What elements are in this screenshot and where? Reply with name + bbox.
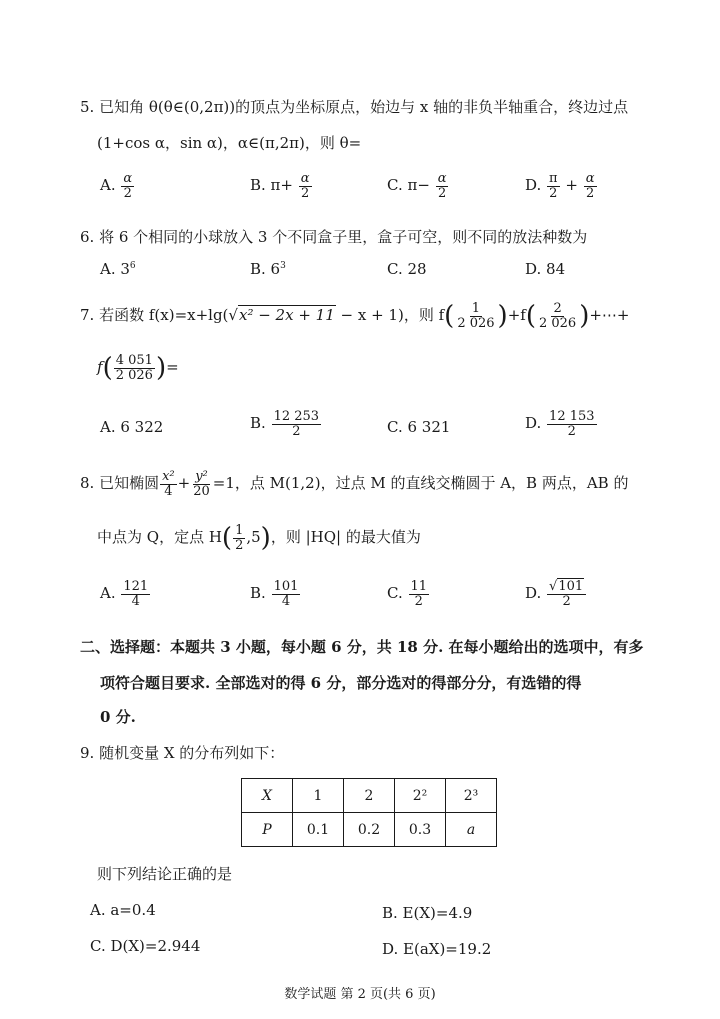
section2-heading-line3: 0 分. [100, 708, 136, 726]
q9-option-d[interactable]: D. E(aX)=19.2 [382, 940, 492, 958]
table-cell: a [446, 813, 497, 847]
q7-radicand: x² − 2x + 11 [238, 306, 335, 325]
q8-c-label: C. [387, 584, 403, 603]
q5-c-fraction: $\frac{\alpha}{2}$ [437, 171, 447, 201]
q5-c-label: C. π− [387, 176, 430, 195]
q6-b-label: B. 6 [250, 260, 281, 278]
table-cell: P [242, 813, 293, 847]
q7-option-c[interactable]: C. 6 321 [387, 418, 451, 436]
q7-d-label: D. [525, 414, 542, 433]
q8-line2-end: ，则 |HQ| 的最大值为 [270, 528, 421, 547]
q8-stem-line2: 中点为 Q，定点 H( $\frac{1}{2}$ ,5)，则 |HQ| 的最大值为 [97, 523, 421, 554]
q8-ellipse-plus: + [177, 474, 191, 493]
q8-c-fraction: $\frac{11}{2}$ [410, 579, 428, 609]
q7-frac-3: $\frac{4 051}{2 026}$ [115, 353, 153, 383]
table-row [242, 813, 497, 847]
q5-d-fraction-2: $\frac{\alpha}{2}$ [585, 171, 595, 201]
table-row [242, 779, 497, 813]
q8-a-fraction: $\frac{121}{4}$ [123, 579, 149, 609]
table-cell: 2² [395, 779, 446, 813]
q8-option-a[interactable] [100, 580, 151, 608]
q6-option-b[interactable] [250, 260, 286, 278]
q6-a-label: A. 3 [100, 260, 130, 278]
q5-d-label: D. [525, 176, 542, 195]
q6-option-a[interactable] [100, 260, 136, 278]
q6-option-c[interactable]: C. 28 [387, 260, 427, 278]
q8-h-rest: ,5 [246, 528, 261, 547]
q8-option-d[interactable] [525, 580, 587, 608]
table-cell: 0.1 [293, 813, 344, 847]
table-cell: 1 [293, 779, 344, 813]
q5-option-d[interactable] [525, 172, 598, 200]
q8-d-label: D. [525, 584, 542, 603]
q8-ellipse-frac-1: $\frac{\text{x²}}{4}$ [162, 469, 175, 499]
q7-f: f [97, 358, 103, 377]
q6-b-exponent: 3 [280, 261, 286, 271]
table-cell: X [242, 779, 293, 813]
q7-eq: = [166, 358, 179, 377]
q7-option-d[interactable] [525, 410, 598, 438]
q7-mid: − x + 1)，则 f [335, 306, 445, 325]
q7-stem-line1: 7. 若函数 f(x)=x+lg(√x² − 2x + 11 − x + 1)，则 f( $\frac{1}{2 026}$ )+f( $\frac{2}{2 026}$ )+⋯+ [80, 301, 630, 332]
q5-d-plus: + [565, 176, 578, 195]
q7-tail: +⋯+ [589, 306, 630, 325]
q6-option-d[interactable]: D. 84 [525, 260, 566, 278]
q8-option-b[interactable] [250, 580, 301, 608]
q8-d-fraction: $\frac{√101}{2}$ [547, 580, 586, 608]
q8-b-label: B. [250, 584, 266, 603]
q8-line2-start: 中点为 Q，定点 H [97, 528, 222, 547]
q8-a-label: A. [100, 584, 116, 603]
q7-frac-2: $\frac{2}{2 026}$ [538, 301, 577, 331]
q7-frac-1: $\frac{1}{2 026}$ [457, 301, 495, 331]
q9-prompt: 则下列结论正确的是 [97, 865, 233, 883]
q8-h-fraction: $\frac{1}{2}$ [235, 523, 244, 553]
q7-sqrt: √x² − 2x + 11 [228, 306, 335, 325]
q5-stem-line1: 5. 已知角 θ(θ∈(0,2π))的顶点为坐标原点，始边与 x 轴的非负半轴重合，终边过点 [80, 98, 629, 116]
q8-stem-line1 [80, 470, 628, 498]
q8-b-fraction: $\frac{101}{4}$ [273, 579, 299, 609]
distribution-table [241, 778, 497, 847]
q7-stem-line2: f( $\frac{4 051}{2 026}$ )= [97, 353, 179, 384]
q8-ellipse-frac-2: $\frac{\text{y²}}{20}$ [193, 469, 210, 499]
q7-d-fraction: $\frac{12 153}{2}$ [549, 409, 595, 439]
q5-d-fraction-1: $\frac{\pi}{2}$ [549, 171, 558, 201]
q8-rest: =1，点 M(1,2)，过点 M 的直线交椭圆于 A，B 两点，AB 的 [212, 474, 629, 493]
q9-option-b[interactable]: B. E(X)=4.9 [382, 904, 473, 922]
q7-plus-f: +f [507, 306, 526, 325]
q5-a-fraction: $\frac{\alpha}{2}$ [123, 171, 133, 201]
table-cell: 0.3 [395, 813, 446, 847]
q7-b-label: B. [250, 414, 266, 433]
section2-heading-line2: 项符合题目要求. 全部选对的得 6 分，部分选对的得部分分，有选错的得 [100, 674, 582, 692]
table-cell: 2 [344, 779, 395, 813]
q5-stem-line2: (1+cos α，sin α)，α∈(π,2π)，则 θ= [97, 134, 362, 152]
q5-b-label: B. π+ [250, 176, 293, 195]
q6-a-exponent: 6 [129, 261, 136, 271]
q7-b-fraction: $\frac{12 253}{2}$ [273, 409, 320, 439]
q5-a-label: A. [100, 176, 116, 195]
q8-option-c[interactable] [387, 580, 430, 608]
page-footer: 数学试题 第 2 页(共 6 页) [284, 987, 436, 1002]
table-cell: 2³ [446, 779, 497, 813]
q6-stem: 6. 将 6 个相同的小球放入 3 个不同盒子里，盒子可空，则不同的放法种数为 [80, 228, 588, 246]
q5-option-b[interactable] [250, 172, 313, 200]
q9-stem: 9. 随机变量 X 的分布列如下： [80, 744, 285, 762]
q5-option-a[interactable] [100, 172, 135, 200]
q5-option-c[interactable] [387, 172, 449, 200]
q9-option-c[interactable]: C. D(X)=2.944 [90, 937, 201, 955]
q9-option-a[interactable]: A. a=0.4 [90, 901, 156, 919]
q7-option-a[interactable]: A. 6 322 [100, 418, 164, 436]
q5-b-fraction: $\frac{\alpha}{2}$ [300, 171, 310, 201]
section2-heading-line1: 二、选择题：本题共 3 小题，每小题 6 分，共 18 分. 在每小题给出的选项中，有多 [80, 638, 644, 656]
q7-prefix: 7. 若函数 f(x)=x+lg( [80, 306, 229, 325]
q7-option-b[interactable] [250, 410, 322, 438]
table-cell: 0.2 [344, 813, 395, 847]
q8-prefix: 8. 已知椭圆 [80, 474, 160, 493]
